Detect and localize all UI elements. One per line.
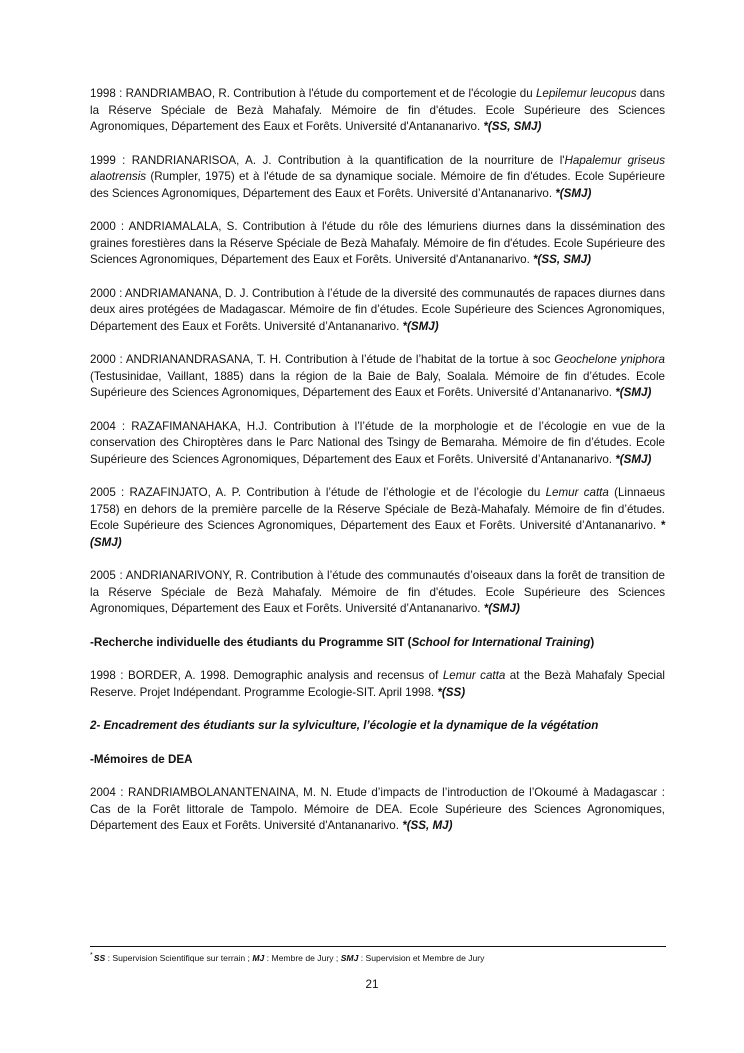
bibliography-entry: 1999 : RANDRIANARISOA, A. J. Contribution à la quantification de la nourriture de l'Hapalemur griseus alaotrensis (Rumpler, 1975) et à l'étude de sa dynamique sociale. Mémoire de fin d'études. Ecole Supérieure des Sciences Agronomiques, Département des Eaux et Forêts. Université d’Antananarivo. *(SMJ) [90, 153, 665, 200]
page-content [90, 86, 665, 852]
sit-section-heading: -Recherche individuelle des étudiants du Programme SIT (School for International Training) [90, 635, 595, 649]
footnote: *SS : Supervision Scientifique sur terrain ; MJ : Membre de Jury ; SMJ : Supervision et Membre de Jury [90, 952, 485, 963]
bibliography-entry: 2004 : RAZAFIMANAHAKA, H.J. Contribution à l’l’étude de la morphologie et de l’écologie en vue de la conservation des Chiroptères dans le Parc National des Tsingy de Bemaraha. Mémoire de fin d’études. Ecole Supérieure des Sciences Agronomiques, Département des Eaux et Forêts. Université d’Antananarivo. *(SMJ) [90, 419, 665, 466]
bibliography-entry: 2000 : ANDRIANANDRASANA, T. H. Contribution à l’étude de l’habitat de la tortue à soc Geochelone yniphora (Testusinidae, Vaillant, 1885) dans la région de la Baie de Baly, Soalala. Mémoire de fin d’études. Ecole Supérieure des Sciences Agronomiques, Département des Eaux et Forêts. Université d’Antananarivo. *(SMJ) [90, 353, 665, 399]
dea-heading: -Mémoires de DEA [90, 752, 193, 766]
bibliography-entry: 2005 : ANDRIANARIVONY, R. Contribution à l’étude des communautés d’oiseaux dans la forêt de transition de la Réserve Spéciale de Bezà Mahafaly. Mémoire de fin d'études. Ecole Supérieure des Sciences Agronomiques, Département des Eaux et Forêts. Université d’Antananarivo. *(SMJ) [90, 569, 665, 615]
page-number: 21 [365, 978, 379, 991]
section-heading: 2- Encadrement des étudiants sur la sylviculture, l’écologie et la dynamique de la végétation [90, 719, 599, 732]
bibliography-entry: 2005 : RAZAFINJATO, A. P. Contribution à l’étude de l’éthologie et de l’écologie du Lemur catta (Linnaeus 1758) en dehors de la première parcelle de la Réserve Spéciale de Bezà-Mahafaly. Mémoire de fin d’études. Ecole Supérieure des Sciences Agronomiques, Département des Eaux et Forêts. Université d’Antananarivo. *(SMJ) [90, 486, 666, 549]
bibliography-entry: 1998 : BORDER, A. 1998. Demographic analysis and recensus of Lemur catta at the Bezà Mahafaly Special Reserve. Projet Indépendant. Programme Ecologie-SIT. April 1998. *(SS) [90, 669, 665, 699]
bibliography-entry: 2000 : ANDRIAMALALA, S. Contribution à l'étude du rôle des lémuriens diurnes dans la dissémination des graines forestières dans la Réserve Spéciale de Bezà Mahafaly. Mémoire de fin d'études. Ecole Supérieure des Sciences Agronomiques, Département des Eaux et Forêts. Université d'Antananarivo. *(SS, SMJ) [90, 220, 665, 266]
bibliography-entry: 2004 : RANDRIAMBOLANANTENAINA, M. N. Etude d’impacts de l’introduction de l’Okoumé à Madagascar : Cas de la Forêt littorale de Tampolo. Mémoire de DEA. Ecole Supérieure des Sciences Agronomiques, Département des Eaux et Forêts. Université d'Antananarivo. *(SS, MJ) [90, 786, 665, 832]
bibliography-entry: 1998 : RANDRIAMBAO, R. Contribution à l'étude du comportement et de l'écologie du Lepilemur leucopus dans la Réserve Spéciale de Bezà Mahafaly. Mémoire de fin d'études. Ecole Supérieure des Sciences Agronomiques, Département des Eaux et Forêts. Université d'Antananarivo. *(SS, SMJ) [90, 87, 665, 133]
footnote-divider [90, 946, 666, 947]
bibliography-entry: 2000 : ANDRIAMANANA, D. J. Contribution à l’étude de la diversité des communautés de rapaces diurnes dans deux aires protégées de Madagascar. Mémoire de fin d’études. Ecole Supérieure des Sciences Agronomiques, Département des Eaux et Forêts. Université d’Antananarivo. *(SMJ) [90, 286, 665, 333]
